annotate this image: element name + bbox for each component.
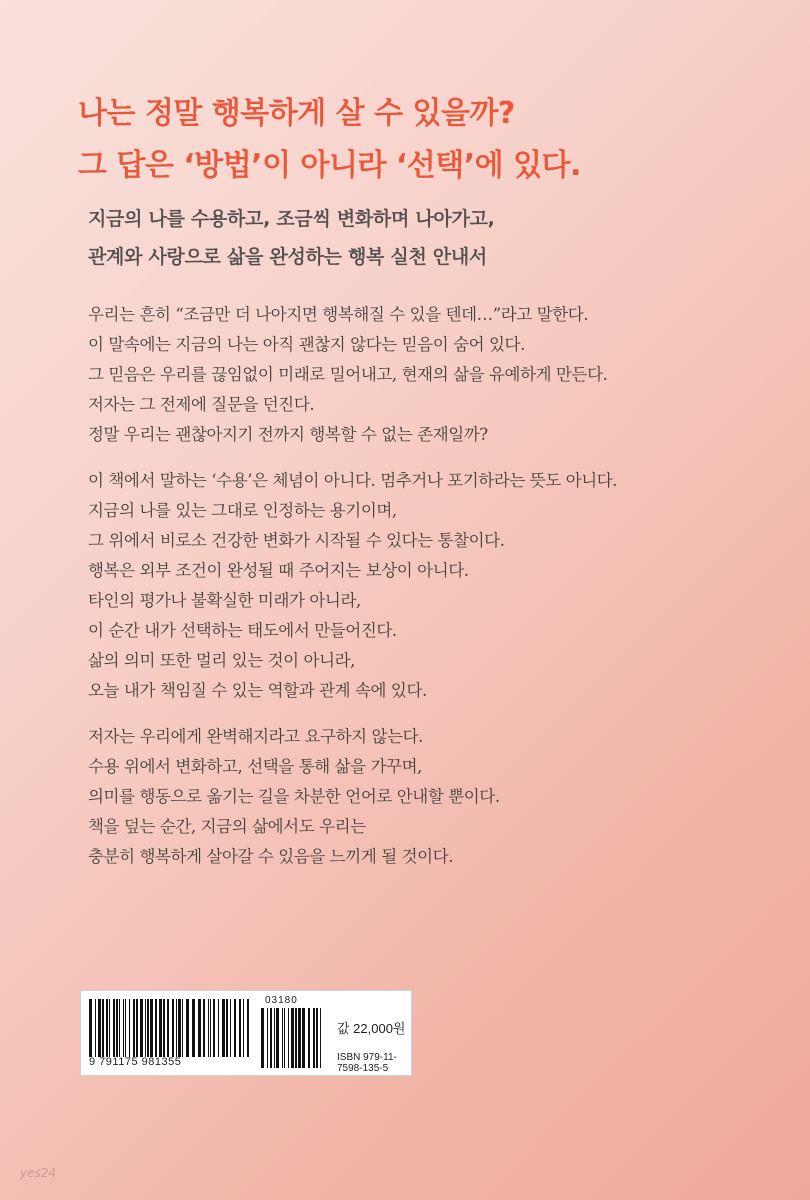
addon-number: 03180	[265, 995, 298, 1006]
barcode-bar	[129, 999, 130, 1057]
isbn-text: ISBN 979-11-7598-135-5	[337, 1052, 397, 1074]
barcode-bar	[230, 999, 231, 1057]
barcode-bar	[136, 999, 138, 1057]
barcode-bar	[316, 1008, 318, 1068]
headline	[78, 88, 581, 192]
barcode-bar	[276, 1008, 279, 1068]
text-line: 정말 우리는 괜찮아지기 전까지 행복할 수 없는 존재일까?	[88, 425, 488, 444]
text-line: 수용 위에서 변화하고, 선택을 통해 삶을 가꾸며,	[88, 757, 423, 776]
text-line: 그 믿음은 우리를 끊임없이 미래로 밀어내고, 현재의 삶을 유예하게 만든다.	[88, 365, 608, 384]
barcode-bar	[102, 999, 104, 1057]
barcode-bar	[267, 1008, 268, 1068]
text-line: 이 순간 내가 선택하는 태도에서 만들어진다.	[88, 621, 397, 640]
barcode-bar	[163, 999, 165, 1057]
barcode-bar	[239, 999, 241, 1057]
barcode-bar	[274, 1008, 275, 1068]
barcode-bar	[119, 999, 120, 1057]
barcode-bar	[186, 999, 189, 1057]
barcode-bar	[95, 999, 96, 1057]
paragraph-3	[88, 722, 728, 872]
barcode-bar	[313, 1008, 315, 1068]
barcode-bar	[150, 999, 153, 1057]
barcode-bar	[226, 999, 228, 1057]
barcode-bar	[172, 999, 174, 1057]
watermark: yes24	[20, 1166, 57, 1180]
barcode-bar	[261, 1008, 264, 1068]
barcode-bar	[140, 999, 143, 1057]
price: 값 22,000원	[337, 1021, 406, 1036]
barcode-bar	[291, 1008, 294, 1068]
isbn-barcode	[89, 999, 249, 1057]
barcode-bar	[178, 999, 181, 1057]
barcode-label	[80, 990, 412, 1076]
text-line: 저자는 그 전제에 질문을 던진다.	[88, 395, 315, 414]
barcode-bar	[89, 999, 92, 1057]
barcode-bar	[208, 999, 209, 1057]
text-line: 의미를 행동으로 옮기는 길을 차분한 언어로 안내할 뿐이다.	[88, 787, 500, 806]
barcode-bar	[159, 999, 162, 1057]
text-line: 그 위에서 비로소 건강한 변화가 시작될 수 있다는 통찰이다.	[88, 531, 505, 550]
text-line: 충분히 행복하게 살아갈 수 있음을 느끼게 될 것이다.	[88, 847, 454, 866]
text-line: 이 책에서 말하는 ‘수용’은 체념이 아니다. 멈추거나 포기하라는 뜻도 아니다.	[88, 471, 618, 490]
barcode-bar	[270, 1008, 272, 1068]
barcode-bar	[288, 1008, 289, 1068]
barcode-bar	[155, 999, 157, 1057]
barcode-bar	[125, 999, 126, 1057]
barcode-bar	[109, 999, 110, 1057]
subheading-line-2: 관계와 사랑으로 삶을 완성하는 행복 실천 안내서	[88, 246, 487, 268]
text-line: 지금의 나를 있는 그대로 인정하는 용기이며,	[88, 501, 397, 520]
barcode-bar	[145, 999, 146, 1057]
text-line: 책을 덮는 순간, 지금의 삶에서도 우리는	[88, 817, 366, 836]
text-line: 타인의 평가나 불확실한 미래가 아니라,	[88, 591, 361, 610]
text-line: 이 말속에는 지금의 나는 아직 괜찮지 않다는 믿음이 숨어 있다.	[88, 335, 525, 354]
barcode-bar	[320, 1008, 321, 1068]
text-line: 저자는 우리에게 완벽해지라고 요구하지 않는다.	[88, 727, 424, 746]
barcode-bar	[295, 1008, 297, 1068]
body-copy	[88, 300, 728, 888]
barcode-bar	[247, 999, 249, 1057]
barcode-bar	[302, 1008, 305, 1068]
barcode-bar	[106, 999, 108, 1057]
barcode-bar	[222, 999, 225, 1057]
barcode-bar	[308, 1008, 310, 1068]
barcode-bar	[116, 999, 118, 1057]
barcode-bar	[298, 1008, 301, 1068]
barcode-bar	[192, 999, 195, 1057]
barcode-bar	[284, 1008, 285, 1068]
barcode-bar	[243, 999, 244, 1057]
headline-line-1: 나는 정말 행복하게 살 수 있을까?	[78, 96, 515, 131]
paragraph-1	[88, 300, 728, 450]
headline-line-2: 그 답은 ‘방법’이 아니라 ‘선택’에 있다.	[78, 148, 581, 183]
barcode-bar	[176, 999, 177, 1057]
barcode-bar	[203, 999, 205, 1057]
paragraph-2	[88, 466, 728, 706]
barcode-bar	[113, 999, 115, 1057]
barcode-bar	[198, 999, 201, 1057]
barcode-bar	[213, 999, 215, 1057]
barcode-bar	[123, 999, 124, 1057]
barcode-bar	[282, 1008, 283, 1068]
subheading	[88, 200, 495, 276]
barcode-bar	[133, 999, 135, 1057]
text-line: 오늘 내가 책임질 수 있는 역할과 관계 속에 있다.	[88, 681, 427, 700]
barcode-bar	[167, 999, 169, 1057]
barcode-bar	[234, 999, 236, 1057]
subheading-line-1: 지금의 나를 수용하고, 조금씩 변화하며 나아가고,	[88, 208, 495, 230]
barcode-bar	[147, 999, 149, 1057]
text-line: 삶의 의미 또한 멀리 있는 것이 아니라,	[88, 651, 355, 670]
barcode-bar	[210, 999, 211, 1057]
barcode-bar	[218, 999, 219, 1057]
text-line: 우리는 흔히 “조금만 더 나아지면 행복해질 수 있을 텐데…”라고 말한다.	[88, 305, 589, 324]
text-line: 행복은 외부 조건이 완성될 때 주어지는 보상이 아니다.	[88, 561, 469, 580]
addon-barcode	[261, 1008, 321, 1068]
barcode-number: 9 791175 981355	[89, 1056, 182, 1068]
barcode-bar	[182, 999, 183, 1057]
barcode-bar	[98, 999, 101, 1057]
